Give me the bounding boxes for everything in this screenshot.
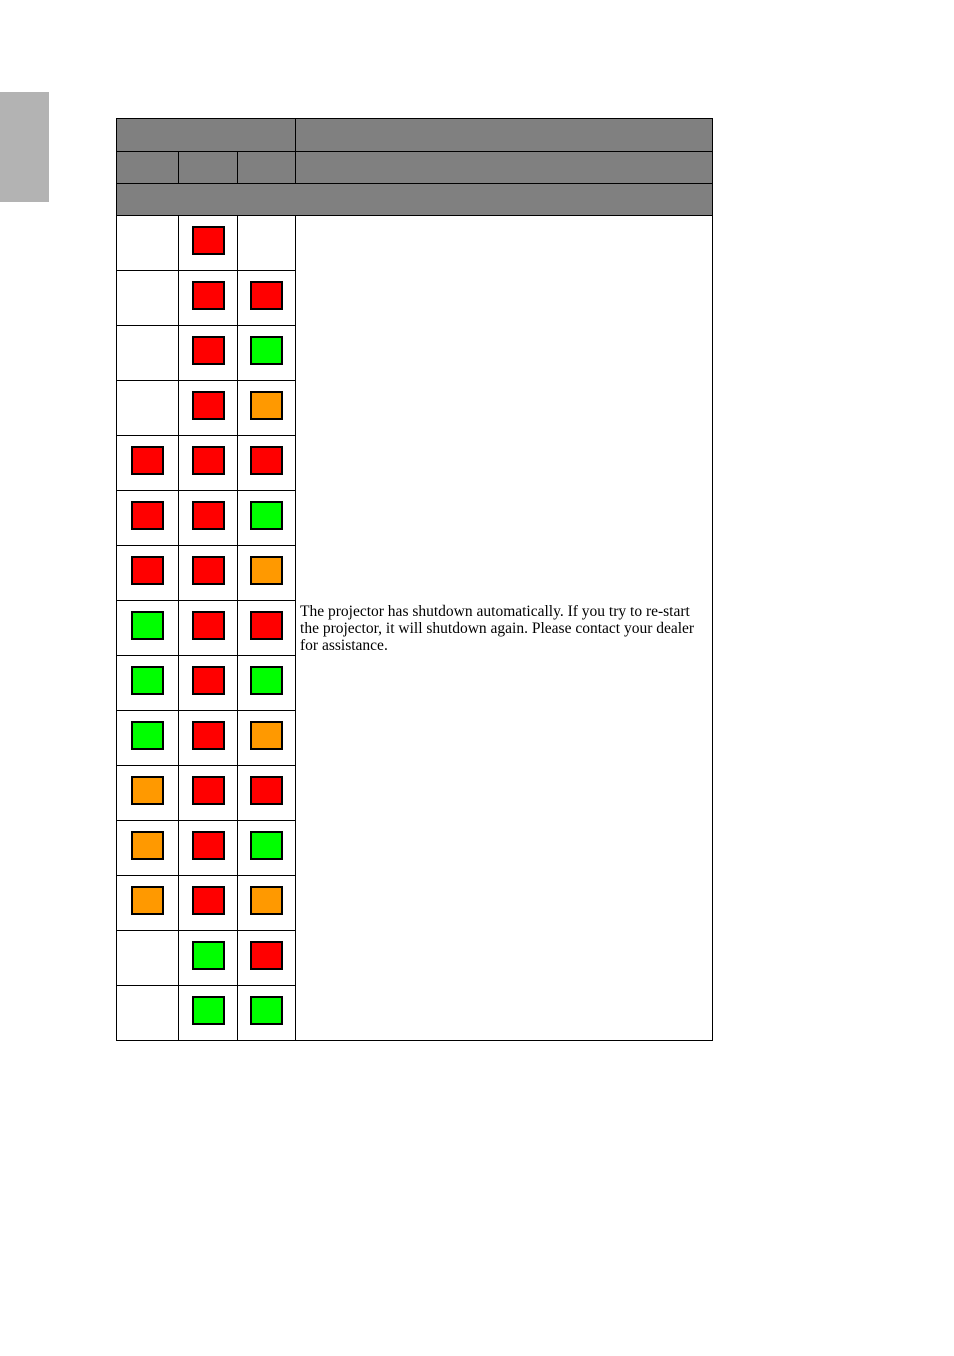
header-cell-status — [296, 119, 713, 152]
indicator-cell-2 — [179, 821, 238, 876]
led-red-icon — [250, 611, 283, 640]
indicator-cell-2 — [179, 491, 238, 546]
indicator-cell-1 — [117, 216, 179, 271]
subheader-cell-3 — [238, 152, 296, 184]
led-green-icon — [250, 831, 283, 860]
indicator-cell-1 — [117, 436, 179, 491]
led-orange-icon — [250, 391, 283, 420]
indicator-cell-3 — [238, 766, 296, 821]
indicator-cell-3 — [238, 711, 296, 766]
indicator-cell-3 — [238, 216, 296, 271]
section-header-cell — [117, 184, 713, 216]
led-red-icon — [192, 831, 225, 860]
led-red-icon — [192, 611, 225, 640]
indicator-cell-1 — [117, 381, 179, 436]
indicator-cell-3 — [238, 821, 296, 876]
indicator-cell-3 — [238, 876, 296, 931]
indicator-cell-2 — [179, 216, 238, 271]
indicator-cell-3 — [238, 436, 296, 491]
table-row — [117, 216, 713, 271]
led-green-icon — [192, 996, 225, 1025]
led-red-icon — [250, 281, 283, 310]
subheader-cell-4 — [296, 152, 713, 184]
status-message: The projector has shutdown automatically. If you try to re-start the projector, it will shutdown again. Please contact your dealer for assistance. — [296, 216, 713, 1041]
subheader-cell-1 — [117, 152, 179, 184]
led-red-icon — [131, 446, 164, 475]
led-orange-icon — [131, 831, 164, 860]
led-red-icon — [192, 281, 225, 310]
indicator-cell-1 — [117, 326, 179, 381]
indicator-cell-1 — [117, 271, 179, 326]
indicator-cell-1 — [117, 546, 179, 601]
indicator-cell-3 — [238, 326, 296, 381]
led-orange-icon — [131, 886, 164, 915]
indicator-cell-2 — [179, 711, 238, 766]
led-red-icon — [192, 886, 225, 915]
indicator-cell-1 — [117, 711, 179, 766]
led-orange-icon — [250, 886, 283, 915]
led-off-icon — [131, 941, 164, 970]
led-off-icon — [131, 996, 164, 1025]
indicator-cell-2 — [179, 766, 238, 821]
led-red-icon — [192, 501, 225, 530]
section-header-row — [117, 184, 713, 216]
led-red-icon — [192, 336, 225, 365]
led-red-icon — [250, 776, 283, 805]
led-off-icon — [131, 226, 164, 255]
indicator-cell-3 — [238, 381, 296, 436]
led-orange-icon — [250, 556, 283, 585]
led-off-icon — [131, 336, 164, 365]
indicator-cell-3 — [238, 601, 296, 656]
led-green-icon — [131, 611, 164, 640]
led-red-icon — [192, 776, 225, 805]
led-green-icon — [250, 666, 283, 695]
led-off-icon — [131, 281, 164, 310]
indicator-cell-1 — [117, 876, 179, 931]
led-red-icon — [192, 556, 225, 585]
indicator-cell-2 — [179, 381, 238, 436]
led-green-icon — [250, 501, 283, 530]
indicator-cell-1 — [117, 821, 179, 876]
indicator-cell-2 — [179, 271, 238, 326]
indicator-cell-2 — [179, 326, 238, 381]
led-red-icon — [131, 556, 164, 585]
header-row — [117, 119, 713, 152]
indicator-cell-3 — [238, 931, 296, 986]
indicator-cell-2 — [179, 436, 238, 491]
indicator-cell-2 — [179, 546, 238, 601]
side-section-tab — [0, 92, 49, 202]
indicator-cell-2 — [179, 656, 238, 711]
led-green-icon — [250, 336, 283, 365]
indicator-cell-3 — [238, 656, 296, 711]
indicator-cell-1 — [117, 931, 179, 986]
led-green-icon — [131, 721, 164, 750]
led-green-icon — [131, 666, 164, 695]
header-cell-indicators — [117, 119, 296, 152]
indicator-cell-2 — [179, 876, 238, 931]
led-indicator-table — [116, 118, 713, 1041]
indicator-cell-2 — [179, 986, 238, 1041]
led-red-icon — [192, 666, 225, 695]
led-off-icon — [250, 226, 283, 255]
indicator-cell-3 — [238, 546, 296, 601]
led-red-icon — [192, 226, 225, 255]
led-green-icon — [250, 996, 283, 1025]
indicator-cell-2 — [179, 601, 238, 656]
indicator-cell-1 — [117, 656, 179, 711]
subheader-row — [117, 152, 713, 184]
indicator-cell-3 — [238, 491, 296, 546]
indicator-cell-2 — [179, 931, 238, 986]
indicator-cell-1 — [117, 491, 179, 546]
led-green-icon — [192, 941, 225, 970]
led-red-icon — [192, 721, 225, 750]
led-off-icon — [131, 391, 164, 420]
led-red-icon — [192, 391, 225, 420]
led-red-icon — [192, 446, 225, 475]
led-red-icon — [250, 446, 283, 475]
indicator-cell-1 — [117, 766, 179, 821]
indicator-cell-3 — [238, 271, 296, 326]
subheader-cell-2 — [179, 152, 238, 184]
indicator-cell-1 — [117, 601, 179, 656]
indicator-cell-3 — [238, 986, 296, 1041]
led-red-icon — [250, 941, 283, 970]
led-orange-icon — [250, 721, 283, 750]
led-orange-icon — [131, 776, 164, 805]
led-red-icon — [131, 501, 164, 530]
indicator-cell-1 — [117, 986, 179, 1041]
